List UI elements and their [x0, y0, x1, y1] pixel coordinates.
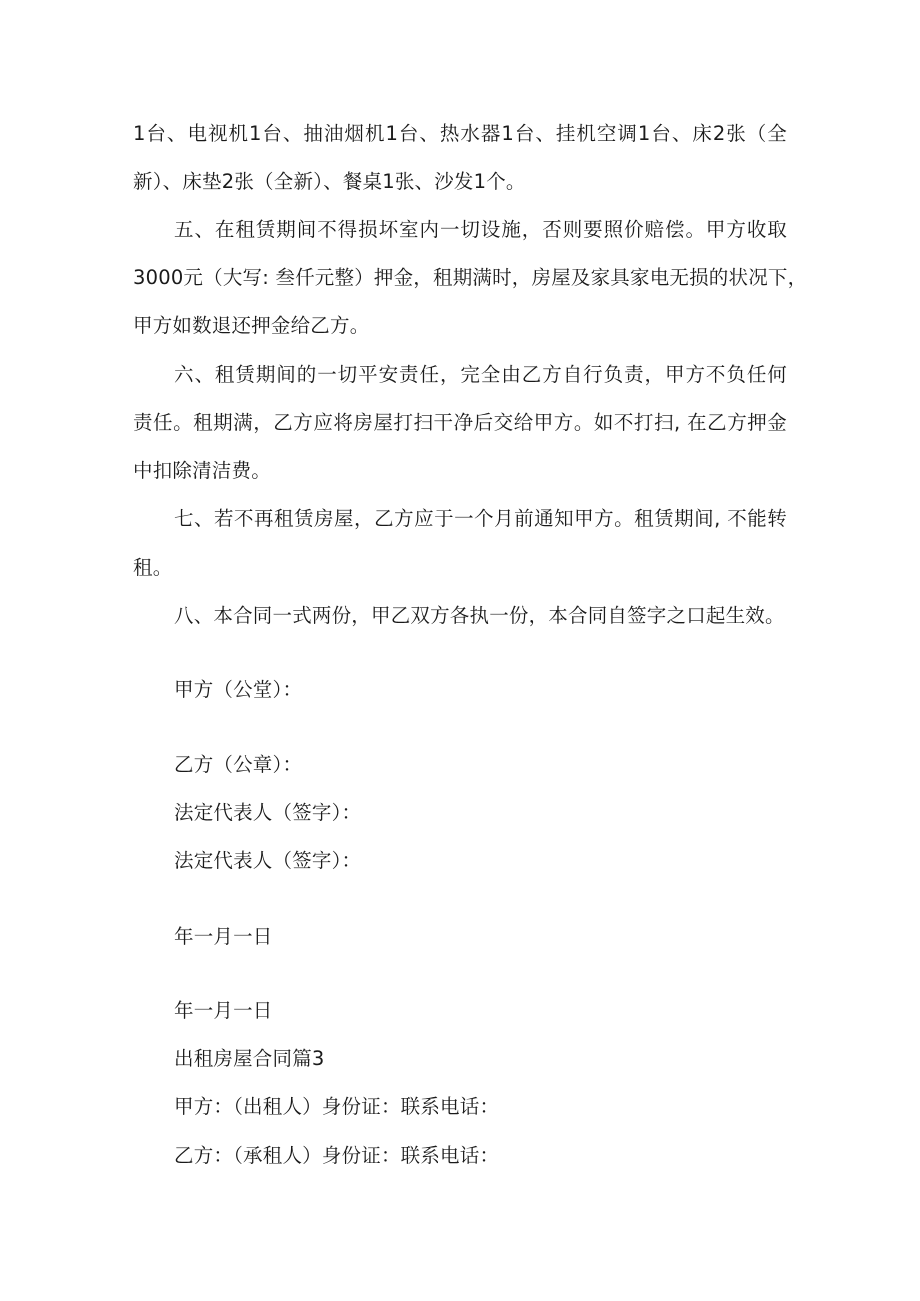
clause-five-line: 五、在租赁期间不得损坏室内一切设施，否则要照价赔偿。甲方收取 [174, 218, 787, 241]
clause-seven-line: 七、若不再租赁房屋，乙方应于一个月前通知甲方。租赁期间, 不能转 [174, 507, 787, 530]
paragraph-line: 甲方如数退还押金给乙方。 [133, 314, 370, 337]
clause-six-line: 六、租赁期间的一切平安责任，完全由乙方自行负责，甲方不负任何 [174, 363, 787, 386]
party-a-seal: 甲方（公堂）： [174, 678, 303, 701]
paragraph-line: 3000元（大写: 叁仟元整）押金，租期满时，房屋及家具家电无损的状况下， [133, 266, 808, 289]
paragraph-line: 新）、床垫2张（全新）、餐桌1张、沙发1个。 [133, 170, 526, 193]
clause-eight-line: 八、本合同一式两份，甲乙双方各执一份，本合同自签字之口起生效。 [174, 604, 785, 627]
party-b-info: 乙方：（承租人）身份证：联系电话： [174, 1144, 500, 1167]
legal-rep-signature: 法定代表人（签字）： [174, 801, 362, 824]
party-b-seal: 乙方（公章）： [174, 753, 303, 776]
paragraph-line: 租。 [133, 556, 173, 579]
party-a-info: 甲方：（出租人）身份证：联系电话： [174, 1095, 500, 1118]
section-title: 出租房屋合同篇3 [174, 1047, 325, 1070]
paragraph-line: 责任。租期满，乙方应将房屋打扫干净后交给甲方。如不打扫, 在乙方押金 [133, 411, 787, 434]
paragraph-line: 中扣除清洁费。 [133, 459, 271, 482]
date-line: 年一月一日 [174, 925, 273, 948]
paragraph-line: 1台、电视机1台、抽油烟机1台、热水器1台、挂机空调1台、床2张（全 [133, 122, 787, 145]
date-line: 年一月一日 [174, 999, 273, 1022]
legal-rep-signature: 法定代表人（签字）： [174, 849, 362, 872]
